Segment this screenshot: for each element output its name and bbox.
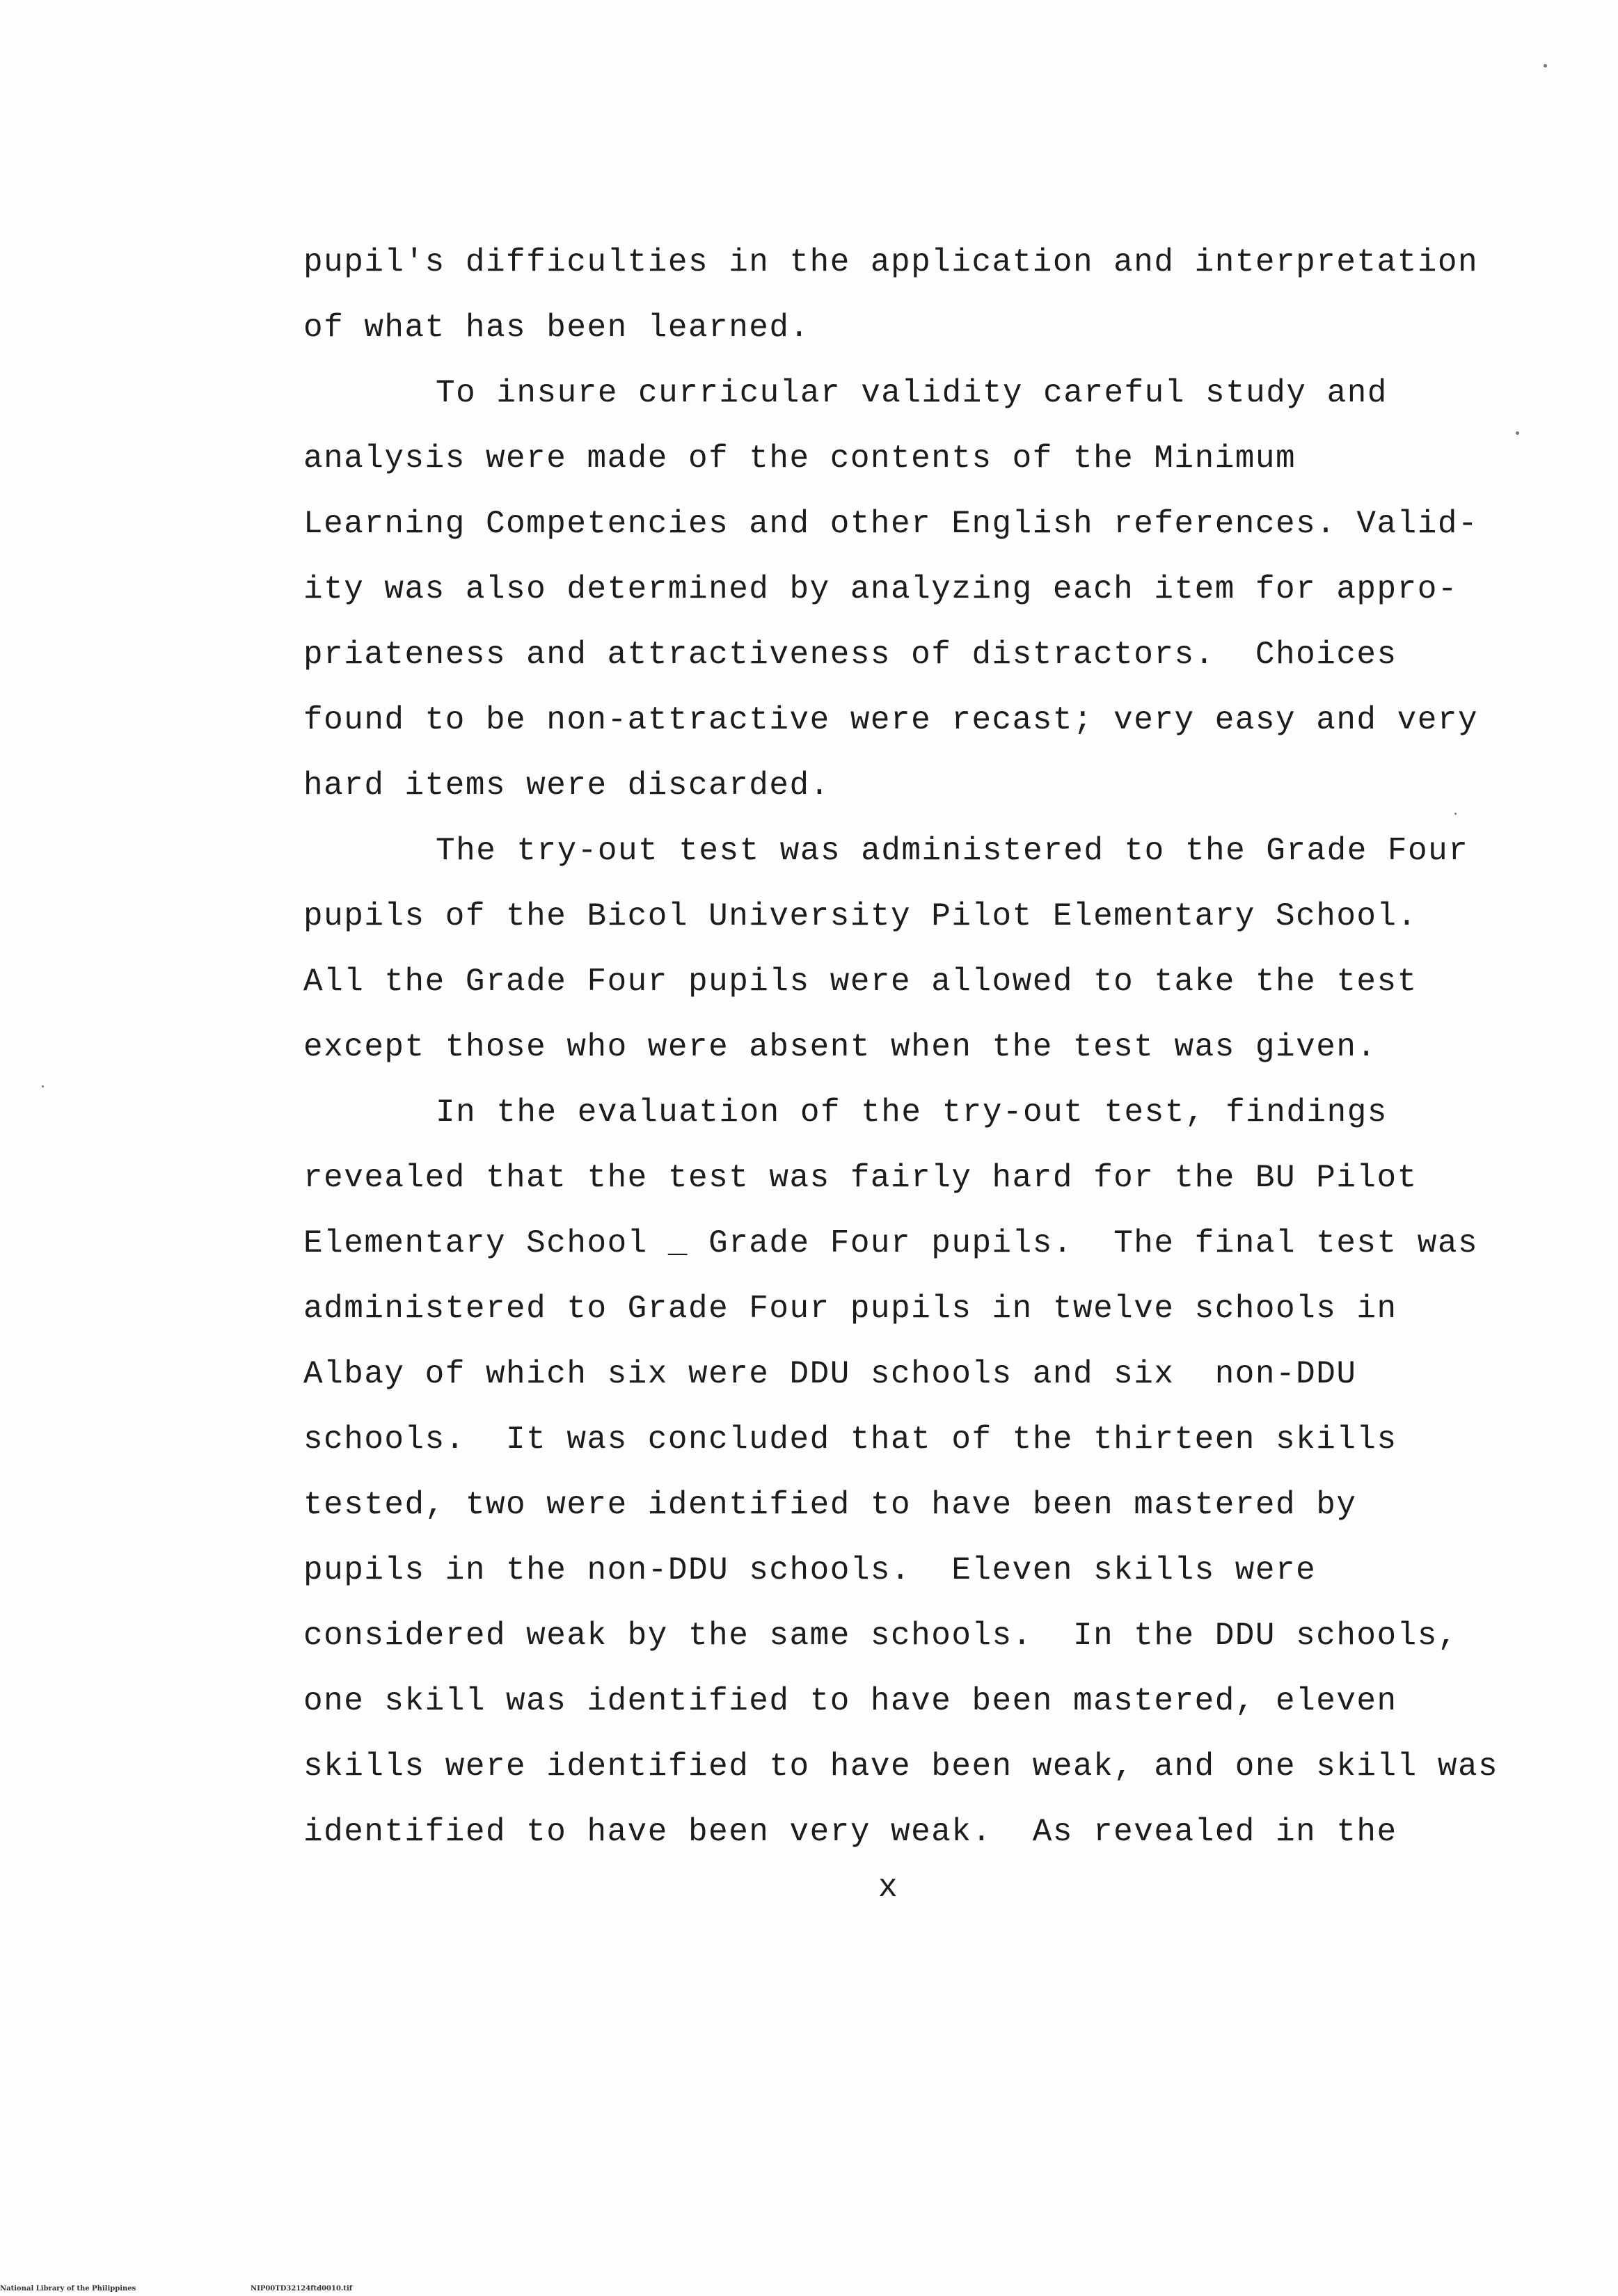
text-line: analysis were made of the contents of the Minimum [303, 440, 1296, 477]
text-line: To insure curricular validity careful study and [436, 375, 1388, 411]
text-line: found to be non-attractive were recast; very easy and very [303, 702, 1479, 738]
scan-speck [1454, 813, 1457, 815]
text-line: revealed that the test was fairly hard for the BU Pilot [303, 1160, 1418, 1196]
text-line: pupils in the non-DDU schools. Eleven skills were [303, 1552, 1317, 1588]
text-line: The try-out test was administered to the Grade Four [436, 833, 1469, 869]
text-line: tested, two were identified to have been mastered by [303, 1487, 1357, 1523]
scan-speck [1544, 64, 1547, 67]
text-line: of what has been learned. [303, 310, 810, 346]
text-line: skills were identified to have been weak, and one skill was [303, 1748, 1499, 1785]
text-line: except those who were absent when the test was given. [303, 1029, 1377, 1065]
text-line: one skill was identified to have been mastered, eleven [303, 1683, 1397, 1719]
text-line: administered to Grade Four pupils in twelve schools in [303, 1291, 1397, 1327]
text-line: Learning Competencies and other English references. Valid- [303, 506, 1479, 542]
text-line: Albay of which six were DDU schools and six non-DDU [303, 1356, 1357, 1392]
footer-library-name: National Library of the Philippines [0, 2285, 136, 2293]
text-line: In the evaluation of the try-out test, findings [436, 1094, 1388, 1131]
body-text [303, 230, 1500, 1865]
text-line: considered weak by the same schools. In the DDU schools, [303, 1618, 1458, 1654]
text-line: All the Grade Four pupils were allowed to take the test [303, 964, 1418, 1000]
text-line: priateness and attractiveness of distractors. Choices [303, 637, 1397, 673]
text-line: hard items were discarded. [303, 767, 830, 804]
text-line: ity was also determined by analyzing each item for appro- [303, 571, 1458, 607]
footer-file-name: NIP00TD32124ftd0010.tif [251, 2285, 353, 2293]
text-line: Elementary School _ Grade Four pupils. The final test was [303, 1225, 1479, 1261]
text-line: pupils of the Bicol University Pilot Elementary School. [303, 898, 1418, 934]
text-line: pupil's difficulties in the application and interpretation [303, 244, 1479, 280]
text-line: schools. It was concluded that of the thirteen skills [303, 1421, 1397, 1458]
page-number: x [878, 1870, 898, 1906]
scan-speck [42, 1085, 44, 1087]
scan-speck [1516, 431, 1519, 435]
text-line: identified to have been very weak. As revealed in the [303, 1814, 1397, 1850]
